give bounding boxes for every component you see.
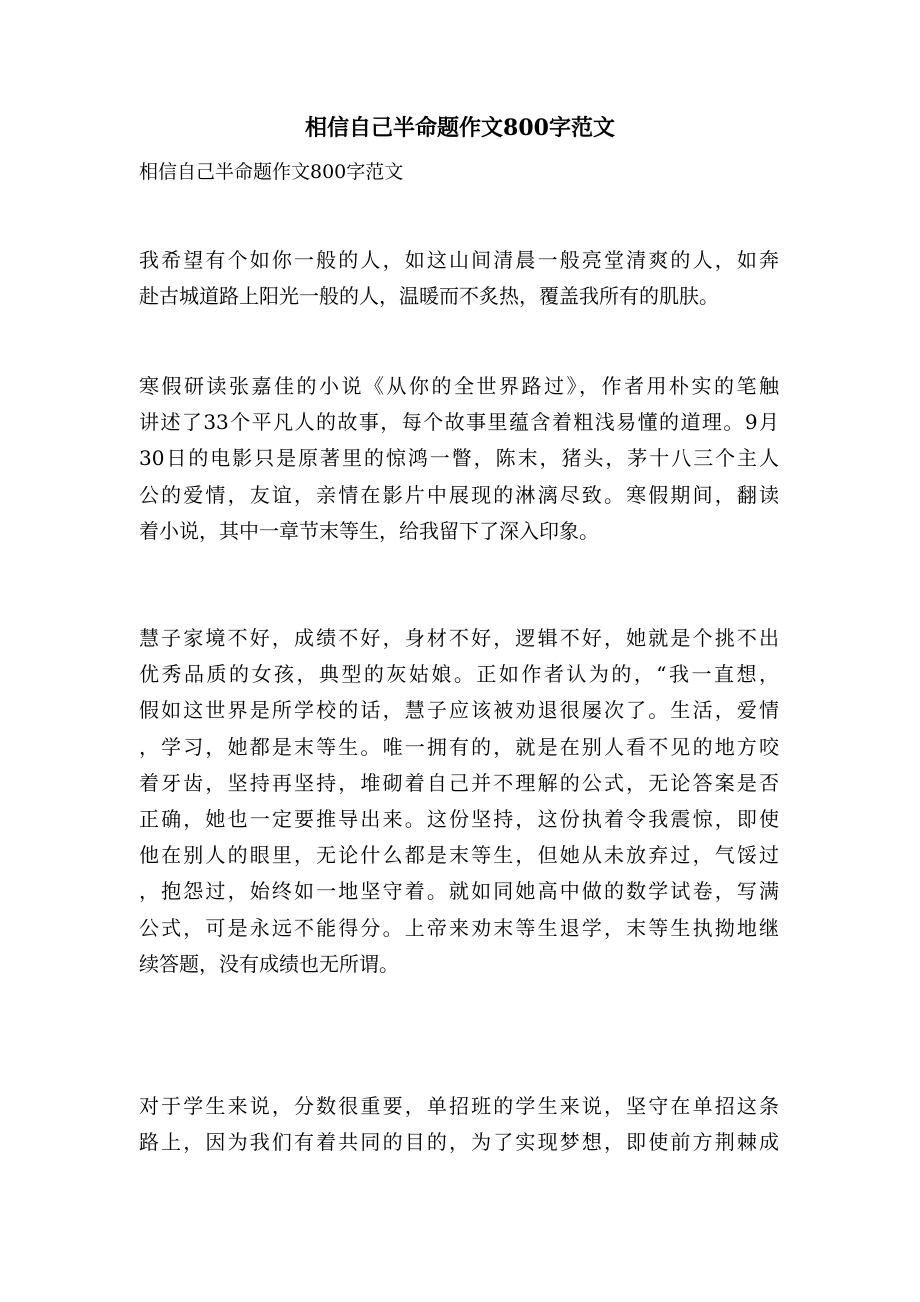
paragraph-line: 正确，她也一定要推导出来。这份坚持，这份执着令我震惊，即使: [139, 806, 779, 831]
paragraph-3: [139, 620, 779, 982]
paragraph-line: 优秀品质的女孩，典型的灰姑娘。正如作者认为的，“我一直想，: [139, 662, 779, 687]
paragraph-line: 公的爱情，友谊，亲情在影片中展现的淋漓尽致。寒假期间，翻读: [139, 482, 779, 507]
paragraph-2: [139, 368, 779, 549]
paragraph-line: 我希望有个如你一般的人，如这山间清晨一般亮堂清爽的人，如奔: [139, 248, 779, 272]
document-subtitle: 相信自己半命题作文800字范文: [139, 161, 404, 183]
paragraph-line: 着小说，其中一章节末等生，给我留下了深入印象。: [139, 518, 599, 543]
paragraph-line: 赴古城道路上阳光一般的人，温暖而不炙热，覆盖我所有的肌肤。: [139, 284, 719, 309]
paragraph-4: [139, 1088, 779, 1160]
paragraph-line: 慧子家境不好，成绩不好，身材不好，逻辑不好，她就是个挑不出: [139, 626, 779, 650]
paragraph-line: ，学习，她都是末等生。唯一拥有的，就是在别人看不见的地方咬: [139, 734, 779, 759]
paragraph-line: 续答题，没有成绩也无所谓。: [139, 951, 399, 976]
paragraph-line: 假如这世界是所学校的话，慧子应该被劝退很屡次了。生活，爱情: [139, 698, 779, 723]
paragraph-line: 寒假研读张嘉佳的小说《从你的全世界路过》，作者用朴实的笔触: [139, 374, 779, 398]
document-title: 相信自己半命题作文800字范文: [305, 115, 615, 141]
paragraph-line: 30日的电影只是原著里的惊鸿一瞥，陈末，猪头，茅十八三个主人: [139, 446, 779, 471]
paragraph-line: 公式，可是永远不能得分。上帝来劝末等生退学，末等生执拗地继: [139, 915, 779, 940]
paragraph-line: 讲述了33个平凡人的故事，每个故事里蕴含着粗浅易懂的道理。9月: [139, 410, 779, 435]
paragraph-line: 路上，因为我们有着共同的目的，为了实现梦想，即使前方荆棘成: [139, 1130, 779, 1155]
paragraph-line: 他在别人的眼里，无论什么都是末等生，但她从未放弃过，气馁过: [139, 843, 779, 868]
paragraph-line: 着牙齿，坚持再坚持，堆砌着自己并不理解的公式，无论答案是否: [139, 770, 779, 795]
paragraph-line: 对于学生来说，分数很重要，单招班的学生来说，坚守在单招这条: [139, 1094, 779, 1118]
paragraph-1: [139, 242, 779, 314]
paragraph-line: ，抱怨过，始终如一地坚守着。就如同她高中做的数学试卷，写满: [139, 879, 779, 904]
